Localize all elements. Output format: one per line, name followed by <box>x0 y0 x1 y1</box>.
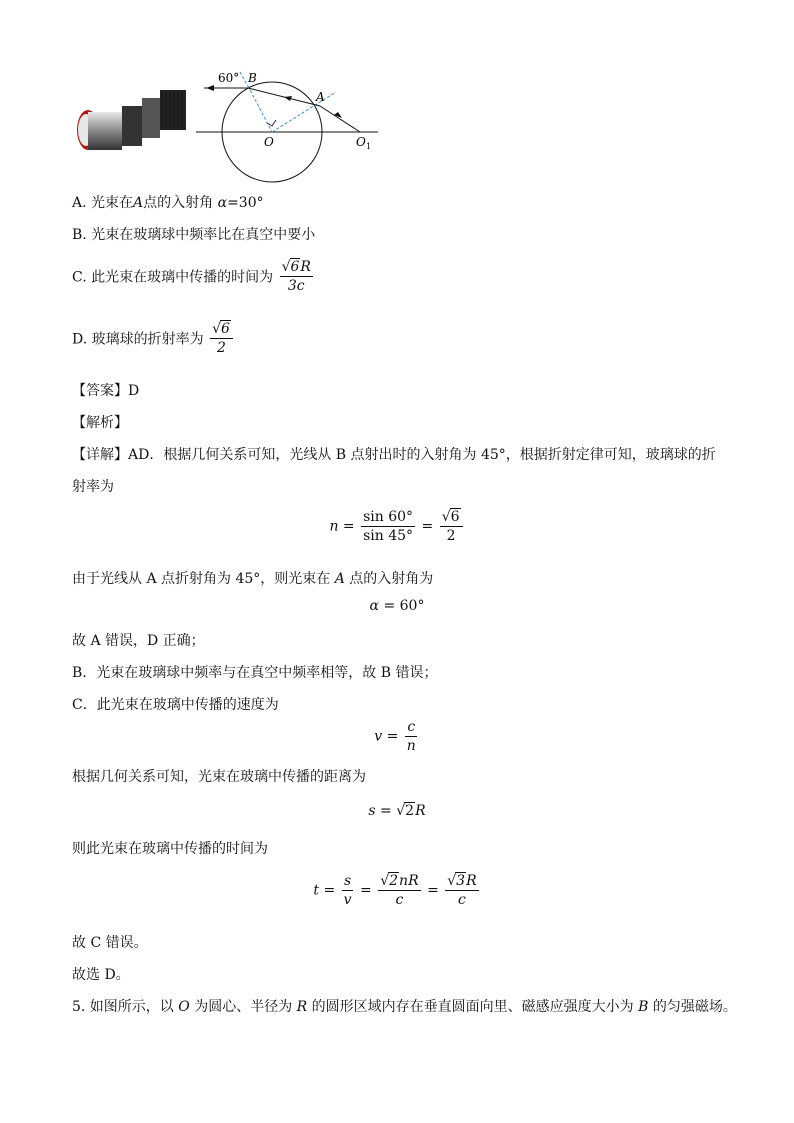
point-o1-label: O <box>356 135 366 149</box>
next-question-stem: 5. 如图所示，以 O 为圆心、半径为 R 的圆形区域内存在垂直圆面向里、磁感应强度大小为 B 的匀强磁场。 <box>72 999 737 1015</box>
equation-velocity: v = $\frac{c}{n}$ <box>374 719 416 754</box>
option-b: B. 光束在玻璃球中频率比在真空中要小 <box>72 227 316 243</box>
laser-pointer-image <box>74 86 192 154</box>
detail-line-2: 射率为 <box>72 479 114 495</box>
detail-line-4: 故 A 错误，D 正确； <box>72 633 205 649</box>
option-a: A. 光束在A点的入射角 α=30° <box>72 195 264 211</box>
option-c: C. 此光束在玻璃中传播的时间为 $\frac{√6R}{3c}$ <box>72 259 311 294</box>
detail-line-5: B．光束在玻璃球中频率与在真空中频率相等，故 B 错误； <box>72 665 438 681</box>
angle-label: 60° <box>218 71 240 85</box>
equation-refraction-index: n = $\frac{\sin 60^\circ}{\sin 45^\circ}$ = $\frac{√6}{2}$ <box>0 508 794 545</box>
point-o1-subscript: 1 <box>366 142 372 151</box>
point-a-label: A <box>316 90 325 104</box>
equation-distance: s = √2R <box>368 803 426 819</box>
equation-alpha: α = 60° <box>369 598 425 614</box>
optics-diagram <box>196 68 386 188</box>
answer: 【答案】D <box>72 383 140 399</box>
option-d: D. 玻璃球的折射率为 $\frac{√6}{2}$ <box>72 320 235 357</box>
detail-line-3: 由于光线从 A 点折射角为 45°，则光束在 A 点的入射角为 <box>72 571 434 587</box>
detail-line-7: 根据几何关系可知，光束在玻璃中传播的距离为 <box>72 769 366 785</box>
point-b-label: B <box>248 71 257 85</box>
detail-line-8: 则此光束在玻璃中传播的时间为 <box>72 841 268 857</box>
detail-line-6: C．此光束在玻璃中传播的速度为 <box>72 697 279 713</box>
analysis-label: 【解析】 <box>72 415 128 431</box>
detail-line-1: 【详解】AD．根据几何关系可知，光线从 B 点射出时的入射角为 45°，根据折射定律可知，玻璃球的折 <box>72 447 716 463</box>
detail-line-9: 故 C 错误。 <box>72 935 148 951</box>
point-o-label: O <box>264 135 274 149</box>
detail-line-10: 故选 D。 <box>72 967 130 983</box>
equation-time: t = $\frac{s}{v}$ = $\frac{√2nR}{c}$ = $\frac{√3R}{c}$ <box>313 873 477 908</box>
